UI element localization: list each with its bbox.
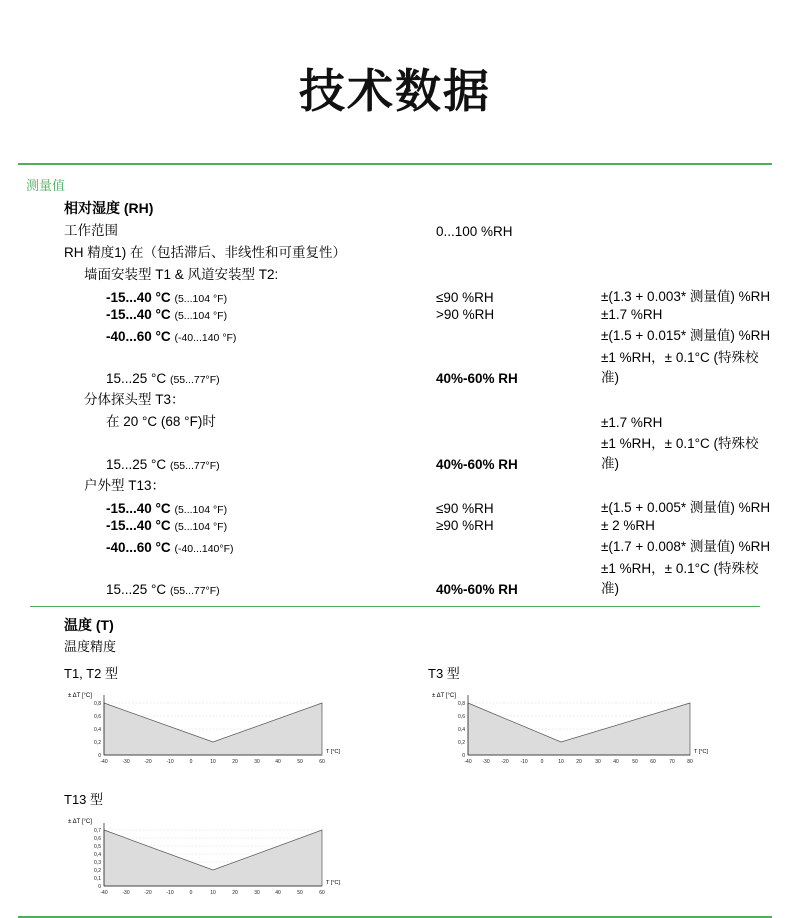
- row-temp: [18, 323, 436, 345]
- table-row: [18, 323, 772, 345]
- row-acc: ±1.7 %RH: [601, 307, 663, 322]
- row-temp-f: (5...104 °F): [174, 293, 228, 305]
- row-acc: ±(1.3 + 0.003* 测量值) %RH: [601, 289, 771, 304]
- row-temp: [18, 284, 436, 306]
- row-temp-f: (5...104 °F): [174, 504, 228, 516]
- svg-text:30: 30: [254, 759, 260, 765]
- row-temp-f: (-40...140°F): [174, 543, 234, 555]
- svg-text:-20: -20: [144, 890, 152, 896]
- table-row: [18, 556, 772, 598]
- svg-text:0: 0: [189, 890, 193, 896]
- group-name: 分体探头型 T3：: [84, 392, 185, 407]
- charts-row-1: [64, 663, 772, 775]
- table-row: [18, 240, 772, 262]
- row-temp-f: (55...77°F): [169, 374, 220, 386]
- svg-text:50: 50: [297, 890, 303, 896]
- row-temp-c: 15...25 °C: [106, 371, 167, 386]
- table-row: [18, 306, 772, 323]
- row-temp: [18, 409, 436, 431]
- row-temp: [18, 345, 436, 387]
- svg-text:50: 50: [297, 759, 303, 765]
- row-temp: [18, 534, 436, 556]
- row-cond: [436, 409, 601, 431]
- svg-text:0,6: 0,6: [94, 714, 101, 720]
- row-temp: [18, 517, 436, 534]
- divider: [30, 606, 760, 607]
- svg-text:60: 60: [319, 890, 325, 896]
- working-range-value: 0...100 %RH: [436, 224, 513, 239]
- chart-xlabel: T [°C]: [326, 749, 341, 755]
- chart-caption: T3 型: [428, 666, 460, 681]
- chart-t13-svg: [64, 811, 354, 906]
- svg-text:-10: -10: [166, 759, 174, 765]
- row-acc: ±1 %RH，± 0.1°C (特殊校准): [601, 561, 759, 596]
- svg-text:0,2: 0,2: [94, 868, 101, 874]
- svg-text:10: 10: [558, 759, 564, 765]
- table-row: [18, 473, 772, 495]
- chart-xlabel: T [°C]: [326, 880, 341, 886]
- svg-text:40: 40: [275, 890, 281, 896]
- svg-text:-40: -40: [100, 759, 108, 765]
- row-acc: ±1 %RH，± 0.1°C (特殊校准): [601, 350, 759, 385]
- svg-text:30: 30: [595, 759, 601, 765]
- chart-xlabel: T [°C]: [694, 749, 709, 755]
- svg-text:20: 20: [232, 759, 238, 765]
- table-row: [18, 431, 772, 473]
- svg-text:-30: -30: [122, 890, 130, 896]
- row-acc: ±1.7 %RH: [601, 415, 663, 430]
- row-acc: ±1 %RH，± 0.1°C (特殊校准): [601, 436, 759, 471]
- table-row: [18, 517, 772, 534]
- chart-t3: [428, 663, 728, 775]
- svg-text:-20: -20: [144, 759, 152, 765]
- row-temp-f: (5...104 °F): [174, 521, 228, 533]
- group-name: 墙面安装型 T1 & 风道安装型 T2:: [84, 267, 279, 282]
- row-cond: ≤90 %RH: [436, 290, 494, 305]
- svg-text:0,6: 0,6: [94, 836, 101, 842]
- row-temp: [18, 306, 436, 323]
- chart-ylabel: ± ΔT [°C]: [432, 693, 456, 699]
- svg-text:0,3: 0,3: [94, 860, 101, 866]
- table-row: [18, 262, 772, 284]
- svg-text:20: 20: [232, 890, 238, 896]
- table-row: [18, 218, 772, 240]
- svg-text:0: 0: [98, 753, 101, 759]
- table-row: [18, 409, 772, 431]
- svg-text:50: 50: [632, 759, 638, 765]
- row-acc: ±(1.7 + 0.008* 测量值) %RH: [601, 539, 771, 554]
- row-temp: [18, 556, 436, 598]
- working-range-extra: [601, 218, 772, 240]
- row-cond: [436, 534, 601, 556]
- row-temp-c: -40...60 °C: [106, 540, 171, 555]
- row-temp: [18, 495, 436, 517]
- row-cond: 40%-60% RH: [436, 371, 518, 386]
- svg-text:40: 40: [275, 759, 281, 765]
- svg-text:0,4: 0,4: [94, 727, 101, 733]
- row-temp-c: 在 20 °C (68 °F)时: [106, 414, 216, 429]
- row-temp-c: 15...25 °C: [106, 582, 167, 597]
- svg-text:10: 10: [210, 759, 216, 765]
- table-row: [18, 284, 772, 306]
- svg-text:-30: -30: [482, 759, 490, 765]
- svg-text:30: 30: [254, 890, 260, 896]
- chart-ylabel: ± ΔT [°C]: [68, 819, 92, 825]
- svg-text:-40: -40: [464, 759, 472, 765]
- svg-text:-10: -10: [520, 759, 528, 765]
- group-name: 户外型 T13：: [84, 478, 166, 493]
- svg-text:0: 0: [462, 753, 465, 759]
- row-temp-c: -15...40 °C: [106, 307, 171, 322]
- svg-text:-30: -30: [122, 759, 130, 765]
- working-range-label: 工作范围: [64, 223, 118, 238]
- table-row: [18, 387, 772, 409]
- table-row: [18, 345, 772, 387]
- row-acc: ±(1.5 + 0.005* 测量值) %RH: [601, 500, 771, 515]
- svg-text:0,8: 0,8: [458, 701, 465, 707]
- row-cond: ≥90 %RH: [436, 518, 494, 533]
- row-acc: ±(1.5 + 0.015* 测量值) %RH: [601, 328, 771, 343]
- svg-text:80: 80: [687, 759, 693, 765]
- svg-text:0,7: 0,7: [94, 828, 101, 834]
- svg-text:0,1: 0,1: [94, 876, 101, 882]
- row-cond: ≤90 %RH: [436, 501, 494, 516]
- svg-text:0,4: 0,4: [94, 852, 101, 858]
- temperature-subtitle: 温度精度: [64, 639, 117, 654]
- svg-text:60: 60: [319, 759, 325, 765]
- chart-t1t2-svg: [64, 685, 354, 775]
- row-temp-c: -40...60 °C: [106, 329, 171, 344]
- svg-text:0,8: 0,8: [94, 701, 101, 707]
- row-temp-c: -15...40 °C: [106, 518, 171, 533]
- accuracy-heading: RH 精度1) 在（包括滞后、非线性和可重复性）: [64, 245, 347, 260]
- row-temp: [18, 431, 436, 473]
- row-cond: 40%-60% RH: [436, 457, 518, 472]
- row-temp-f: (5...104 °F): [174, 310, 228, 322]
- chart-caption: T13 型: [64, 792, 104, 807]
- humidity-section-title: 相对湿度 (RH): [64, 200, 154, 216]
- temperature-block: [18, 615, 772, 906]
- panel-label: 测量值: [26, 178, 66, 193]
- table-row: [18, 495, 772, 517]
- svg-text:-10: -10: [166, 890, 174, 896]
- svg-text:40: 40: [613, 759, 619, 765]
- page-title: 技术数据: [299, 65, 491, 117]
- row-acc: ± 2 %RH: [601, 518, 655, 533]
- svg-text:-20: -20: [501, 759, 509, 765]
- chart-ylabel: ± ΔT [°C]: [68, 693, 92, 699]
- table-row: [18, 534, 772, 556]
- humidity-table: [18, 218, 772, 598]
- svg-text:0,2: 0,2: [94, 740, 101, 746]
- chart-caption: T1, T2 型: [64, 666, 118, 681]
- svg-text:20: 20: [576, 759, 582, 765]
- temperature-title: 温度 (T): [64, 617, 114, 633]
- measurement-panel: [18, 163, 772, 918]
- row-temp-c: -15...40 °C: [106, 501, 171, 516]
- charts-row-2: [64, 789, 772, 906]
- chart-t1t2: [64, 663, 364, 775]
- svg-text:0,2: 0,2: [458, 740, 465, 746]
- chart-t13: [64, 789, 364, 906]
- row-cond: 40%-60% RH: [436, 582, 518, 597]
- svg-text:0: 0: [189, 759, 193, 765]
- row-cond: [436, 323, 601, 345]
- svg-text:10: 10: [210, 890, 216, 896]
- row-temp-f: (55...77°F): [169, 460, 220, 472]
- svg-text:60: 60: [650, 759, 656, 765]
- svg-text:0: 0: [540, 759, 544, 765]
- svg-text:0,5: 0,5: [94, 844, 101, 850]
- row-temp-f: (-40...140 °F): [174, 332, 237, 344]
- svg-text:0,4: 0,4: [458, 727, 465, 733]
- svg-text:70: 70: [669, 759, 675, 765]
- chart-t3-svg: [428, 685, 718, 775]
- svg-text:-40: -40: [100, 890, 108, 896]
- svg-text:0,6: 0,6: [458, 714, 465, 720]
- row-temp-c: 15...25 °C: [106, 457, 167, 472]
- row-cond: >90 %RH: [436, 307, 495, 322]
- row-temp-c: -15...40 °C: [106, 290, 171, 305]
- row-temp-f: (55...77°F): [169, 585, 220, 597]
- svg-text:0: 0: [98, 884, 101, 890]
